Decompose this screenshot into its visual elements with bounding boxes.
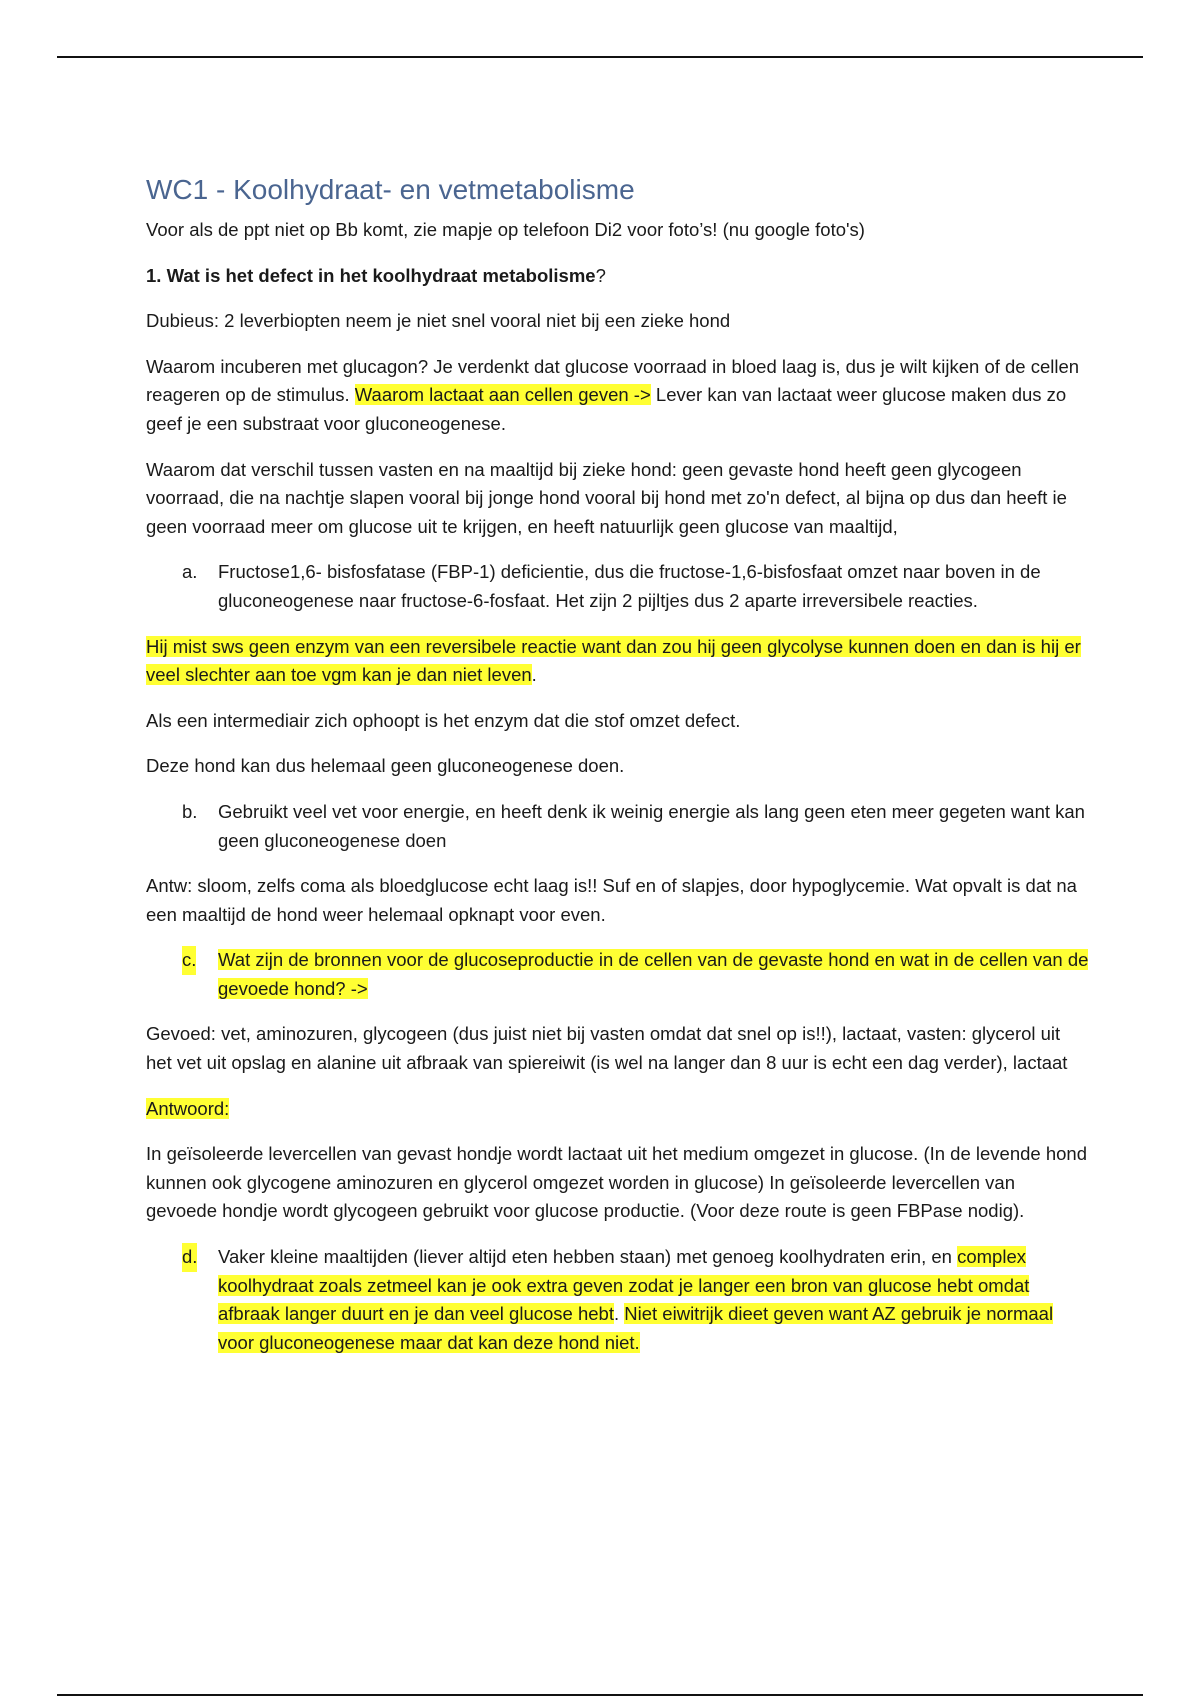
intro-paragraph: Voor als de ppt niet op Bb komt, zie mapje op telefoon Di2 voor foto’s! (nu google foto's) — [146, 219, 865, 240]
paragraph-dubieus: Dubieus: 2 leverbiopten neem je niet snel vooral niet bij een zieke hond — [146, 310, 731, 332]
header-rule — [57, 56, 1143, 58]
highlighted-text: Waarom lactaat aan cellen geven -> — [354, 384, 651, 406]
document-body — [146, 172, 1091, 1374]
highlighted-text: Hij mist sws geen enzym van een reversibele reactie want dan zou hij geen glycolyse kunnen doen en dan is hij er veel slechter aan toe vgm kan je dan niet leven — [146, 635, 1081, 686]
highlighted-text: Niet eiwitrijk dieet geven want AZ gebruik je normaal voor gluconeogenese maar dat kan deze hond niet. — [218, 1303, 1054, 1353]
highlighted-text: Antwoord: — [146, 1097, 230, 1119]
highlighted-text: complex koolhydraat zoals zetmeel kan je ook extra geven zodat je langer een bron van glucose hebt omdat afbraak langer duurt en je dan veel glucose hebt — [218, 1246, 1030, 1325]
footer-rule — [57, 1694, 1143, 1696]
paragraph-antwoord: In geïsoleerde levercellen van gevast hondje wordt lactaat uit het medium omgezet in glucose. (In de levende hond kunnen ook glycogene aminozuren en glycerol omgezet worden in glucose) In geïsoleerde levercellen van gevoede hondje wordt glycogeen gebruikt voor glucose productie. (Voor deze route is geen FBPase nodig). — [146, 1143, 1087, 1222]
paragraph-antw: Antw: sloom, zelfs coma als bloedglucose echt laag is!! Suf en of slapjes, door hypoglycemie. Wat opvalt is dat na een maaltijd de hond weer helemaal opknapt voor even. — [146, 875, 1077, 925]
question-1-text: 1. Wat is het defect in het koolhydraat metabolisme — [146, 264, 596, 286]
question-1-mark: ? — [595, 264, 606, 286]
paragraph-waarom-incuberen — [146, 353, 1091, 439]
list-item-a — [146, 558, 1091, 615]
text-segment: Lever kan van lactaat weer glucose maken dus zo geef je een substraat voor gluconeogenese. — [146, 384, 1067, 434]
text-segment: Waarom incuberen met glucagon? Je verdenkt dat glucose voorraad in bloed laag is, dus je wilt kijken of de cellen reageren op de stimulus. — [146, 355, 1080, 406]
paragraph-waarom-verschil: Waarom dat verschil tussen vasten en na maaltijd bij zieke hond: geen gevaste hond heeft geen glycogeen voorraad, die na nachtje slapen vooral bij jonge hond vooral bij hond met zo'n defect, al bijna op dus dan heeft ie geen voorraad meer om glucose uit te krijgen, en heeft natuurlijk geen glucose van maaltijd, — [146, 458, 1067, 537]
text-segment: Vaker kleine maaltijden (liever altijd eten hebben staan) met genoeg koolhydraten erin, en — [218, 1246, 958, 1268]
document-title: WC1 - Koolhydraat- en vetmetabolisme — [146, 174, 635, 205]
list-marker: d. — [182, 1243, 197, 1272]
paragraph-gevoed: Gevoed: vet, aminozuren, glycogeen (dus juist niet bij vasten omdat dat snel op is!!), lactaat, vasten: glycerol uit het vet uit opslag en alanine uit afbraak van spiereiwit (is wel na langer dan 8 uur is echt een dag verder), lactaat — [146, 1023, 1068, 1074]
paragraph-hij-mist — [146, 633, 1091, 690]
list-item-text: Fructose1,6- bisfosfatase (FBP-1) deficientie, dus die fructose-1,6-bisfosfaat omzet naar boven in de gluconeogenese naar fructose-6-fosfaat. Het zijn 2 pijltjes dus 2 aparte irreversibele reacties. — [218, 561, 1041, 611]
list-item-text: Gebruikt veel vet voor energie, en heeft denk ik weinig energie als lang geen eten meer gegeten want kan geen gluconeogenese doen — [218, 800, 1085, 851]
paragraph-intermediair: Als een intermediair zich ophoopt is het enzym dat die stof omzet defect. — [146, 709, 741, 731]
list-marker: a. — [182, 561, 198, 583]
text-segment: . — [613, 1303, 625, 1325]
antwoord-label — [146, 1095, 1091, 1124]
paragraph-deze-hond: Deze hond kan dus helemaal geen gluconeogenese doen. — [146, 755, 625, 777]
list-marker: c. — [182, 946, 196, 975]
list-item-c — [146, 946, 1091, 1003]
question-1 — [146, 262, 1091, 291]
list-marker: b. — [182, 800, 198, 822]
list-item-d — [146, 1243, 1091, 1357]
text-segment: . — [531, 664, 537, 686]
list-item-b — [146, 798, 1091, 855]
list-item-text: Wat zijn de bronnen voor de glucoseproductie in de cellen van de gevaste hond en wat in de cellen van de gevoede hond? -> — [218, 949, 1089, 999]
